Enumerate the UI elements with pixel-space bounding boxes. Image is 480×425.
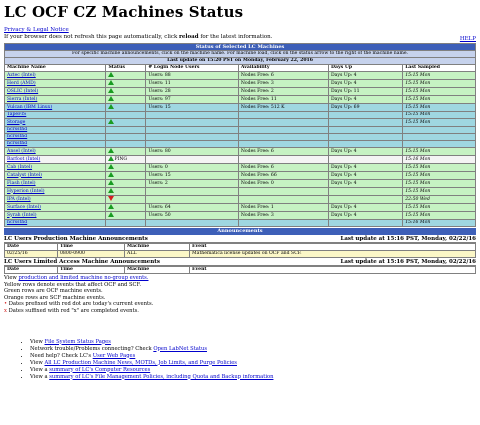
last-sampled-cell: 15:15 Mon (403, 104, 476, 112)
resource-link[interactable]: File System Status Pages (44, 338, 111, 345)
resource-link[interactable]: All LC Production Machine News, MOTDs, Job Limits, and Purge Policies (44, 359, 237, 366)
machine-name-link[interactable]: OSLIC (Intel) (7, 88, 39, 94)
resource-link-item: • Network trouble/Problems connecting? Check Open LabNet Status (30, 346, 477, 353)
last-sampled-cell (403, 141, 476, 148)
machine-name-link[interactable]: hcrssthd (7, 134, 28, 139)
availability-cell: Nodes Free: 512 K (238, 104, 328, 112)
login-users-cell: Users: 88 (146, 72, 239, 80)
resource-link-item: • View a summary of LC's Computer Resources (30, 367, 477, 374)
up-arrow-icon[interactable] (108, 188, 114, 193)
login-users-cell (146, 156, 239, 164)
resource-link[interactable]: User Web Pages (92, 352, 136, 359)
machine-row (5, 220, 476, 227)
machine-rows (5, 72, 476, 227)
availability-cell (238, 156, 328, 164)
days-up-cell: Days Up: 11 (329, 88, 403, 96)
up-arrow-icon[interactable] (108, 148, 114, 153)
availability-cell (238, 127, 328, 134)
last-sampled-cell: 15:15 Mon (403, 72, 476, 80)
last-sampled-cell (403, 134, 476, 141)
days-up-cell (329, 112, 403, 119)
up-arrow-icon[interactable] (108, 96, 114, 101)
login-users-cell (146, 127, 239, 134)
login-users-cell (146, 141, 239, 148)
red-x-icon: x (4, 307, 7, 314)
last-sampled-cell: 15:15 Mon (403, 212, 476, 220)
machine-row (5, 141, 476, 148)
machine-row (5, 134, 476, 141)
up-arrow-icon[interactable] (108, 72, 114, 77)
machine-row (5, 88, 476, 96)
limited-announcements-table (4, 266, 476, 274)
machine-row (5, 148, 476, 156)
column-header: Machine (125, 244, 190, 251)
days-up-cell: Days Up: 69 (329, 104, 403, 112)
machine-row (5, 196, 476, 204)
production-announcements-table (4, 243, 476, 258)
announcement-event: Mathematica license updates on OCF and SCF. (190, 251, 476, 258)
days-up-cell: Days Up: 4 (329, 180, 403, 188)
days-up-cell: Days Up: 4 (329, 96, 403, 104)
column-header: Date (5, 244, 58, 251)
last-sampled-cell: 15:16 Mon (403, 220, 476, 227)
days-up-cell: Days Up: 4 (329, 172, 403, 180)
availability-cell (238, 220, 328, 227)
column-header: Status (106, 65, 146, 72)
availability-cell: Nodes Free: 0 (238, 180, 328, 188)
availability-cell (238, 141, 328, 148)
refresh-note: If your browser does not refresh this page automatically, click reload for the latest information. (4, 34, 273, 40)
announcement-row (5, 251, 476, 258)
up-arrow-icon[interactable] (108, 164, 114, 169)
column-header: Machine (125, 267, 190, 274)
last-sampled-cell: 15:15 Mon (403, 96, 476, 104)
up-arrow-icon[interactable] (108, 88, 114, 93)
availability-cell (238, 119, 328, 127)
privacy-link[interactable]: Privacy & Legal Notice (4, 27, 69, 33)
machine-name-link[interactable]: Herd (AMD) (7, 80, 36, 86)
last-sampled-cell: 15:15 Mon (403, 188, 476, 196)
column-header: Machine Name (5, 65, 106, 72)
machine-row (5, 72, 476, 80)
days-up-cell: Days Up: 4 (329, 148, 403, 156)
status-section-header: Status of Selected LC Machines (5, 44, 476, 51)
last-sampled-cell: 15:16 Mon (403, 156, 476, 164)
up-arrow-icon[interactable] (108, 119, 114, 124)
machine-row (5, 127, 476, 134)
column-header: Date (5, 267, 58, 274)
resource-link[interactable]: summary of LC's File Management Policies, including Quota and Backup information (49, 373, 274, 380)
days-up-cell (329, 119, 403, 127)
up-arrow-icon[interactable] (108, 80, 114, 85)
availability-cell: Nodes Free: 6 (238, 72, 328, 80)
up-arrow-icon[interactable] (108, 204, 114, 209)
machine-name-link[interactable]: hcrssthd (7, 220, 28, 225)
login-users-cell (146, 220, 239, 227)
machine-name-link[interactable]: Aztec (Intel) (7, 72, 36, 78)
column-header: Event (190, 267, 476, 274)
machine-row (5, 180, 476, 188)
days-up-cell (329, 156, 403, 164)
machine-name-link[interactable]: Syrah (Intel) (7, 212, 37, 218)
last-sampled-cell (403, 127, 476, 134)
login-users-cell: Users: 2 (146, 180, 239, 188)
announcement-date: 02/25/16 (5, 251, 58, 258)
down-arrow-icon[interactable] (108, 196, 114, 201)
machine-name-link[interactable]: Flash (Intel) (7, 180, 36, 186)
machine-name-link[interactable]: Vulcan (IBM Linux) (7, 104, 53, 110)
limited-announcements-title: LC Users Limited Access Machine Announcements Last update at 15:16 PST, Monday, 02/22/16 (4, 259, 476, 265)
login-users-cell (146, 119, 239, 127)
machine-row (5, 212, 476, 220)
availability-cell: Nodes Free: 2 (238, 88, 328, 96)
last-sampled-cell: 15:15 Mon (403, 164, 476, 172)
column-header: Time (58, 244, 125, 251)
machine-name-link[interactable]: Ansel (Intel) (7, 148, 36, 154)
machine-name-link[interactable]: hcrssthd (7, 127, 28, 132)
machine-row (5, 204, 476, 212)
availability-cell: Nodes Free: 3 (238, 212, 328, 220)
availability-cell: Nodes Free: 6 (238, 164, 328, 172)
machine-row (5, 96, 476, 104)
availability-cell: Nodes Free: 11 (238, 96, 328, 104)
login-users-cell (146, 134, 239, 141)
machine-name-link[interactable]: Catalyst (Intel) (7, 172, 42, 178)
machine-name-link[interactable]: Surface (Intel) (7, 204, 41, 210)
announcement-time: 0800-0900 (58, 251, 125, 258)
up-arrow-icon[interactable] (108, 172, 114, 177)
machine-name-link[interactable]: IPA (Intel) (7, 196, 31, 202)
up-arrow-icon[interactable] (108, 180, 114, 185)
limited-column-headers (5, 267, 476, 274)
machine-row (5, 112, 476, 119)
login-users-cell: Users: 97 (146, 96, 239, 104)
availability-cell: Nodes Free: 6 (238, 148, 328, 156)
availability-cell (238, 134, 328, 141)
login-users-cell: Users: 80 (146, 148, 239, 156)
login-users-cell (146, 196, 239, 204)
up-arrow-icon[interactable] (108, 212, 114, 217)
machine-row (5, 164, 476, 172)
machine-name-link[interactable]: Sierra (Intel) (7, 96, 38, 102)
resource-link-item: • Need help? Check LC's User Web Pages (30, 353, 477, 360)
machine-row (5, 104, 476, 112)
column-header: Event (190, 244, 476, 251)
last-sampled-cell: 15:15 Mon (403, 204, 476, 212)
availability-cell (238, 112, 328, 119)
days-up-cell (329, 141, 403, 148)
resource-link-item: • View a summary of LC's File Management Policies, including Quota and Backup information (30, 374, 477, 381)
days-up-cell: Days Up: 4 (329, 72, 403, 80)
days-up-cell (329, 196, 403, 204)
last-sampled-cell: 22:50 Wed (403, 196, 476, 204)
last-sampled-cell: 15:15 Mon (403, 172, 476, 180)
column-header: Availability (238, 65, 328, 72)
days-up-cell: Days Up: 4 (329, 164, 403, 172)
machine-row (5, 80, 476, 88)
last-sampled-cell: 15:15 Mon (403, 112, 476, 119)
resource-link[interactable]: Open LabNet Status (153, 345, 207, 352)
machine-row (5, 172, 476, 180)
login-users-cell: Users: 15 (146, 104, 239, 112)
machine-name-link[interactable]: hcrssthd (7, 141, 28, 146)
days-up-cell: Days Up: 4 (329, 212, 403, 220)
announcements-header: Announcements (4, 228, 476, 235)
machine-status-table (4, 43, 476, 227)
machine-name-link[interactable]: Cab (Intel) (7, 164, 33, 170)
days-up-cell (329, 188, 403, 196)
last-sampled-cell: 15:15 Mon (403, 148, 476, 156)
column-header: Time (58, 267, 125, 274)
resource-links (18, 339, 477, 381)
days-up-cell: Days Up: 4 (329, 80, 403, 88)
help-link[interactable]: HELP (459, 36, 476, 42)
machine-row (5, 188, 476, 196)
resource-link-item: • View File System Status Pages (30, 339, 477, 346)
status-last-update: Last update on 15:20 PST on Monday, February 22, 2016 (5, 58, 476, 65)
login-users-cell: Users: 0 (146, 164, 239, 172)
production-column-headers (5, 244, 476, 251)
column-header: Last Sampled (403, 65, 476, 72)
machine-name-link[interactable]: Hyperion (Intel) (7, 188, 45, 194)
login-users-cell: Users: 50 (146, 212, 239, 220)
last-sampled-cell: 15:15 Mon (403, 80, 476, 88)
availability-cell (238, 188, 328, 196)
status-note: PING (114, 157, 128, 162)
announcement-machine: ALL (125, 251, 190, 258)
resource-link[interactable]: summary of LC's Computer Resources (49, 366, 151, 373)
machine-name-link[interactable]: TapeFIS (7, 112, 27, 117)
last-sampled-cell: 15:15 Mon (403, 180, 476, 188)
no-group-events-link[interactable]: production and limited machine no-group events. (18, 275, 149, 281)
availability-cell: Nodes Free: 1 (238, 204, 328, 212)
days-up-cell (329, 220, 403, 227)
availability-cell (238, 196, 328, 204)
last-sampled-cell: 15:15 Mon (403, 88, 476, 96)
availability-cell: Nodes Free: 3 (238, 80, 328, 88)
production-announcements-title: LC Users Production Machine Announcements Last update at 15:16 PST, Monday, 02/22/16 (4, 236, 476, 242)
legend-notes: View production and limited machine no-group events. Yellow rows denote events that affect OCF and SCF. Green rows are OCF machine events. Orange rows are SCF machine events. • Dates prefixed with red dot are today's current events. x Dates suffixed with red "x" are completed events. (4, 275, 154, 314)
login-users-cell: Users: 28 (146, 88, 239, 96)
machine-name-link[interactable]: Storage (7, 119, 26, 125)
red-dot-icon: • (4, 301, 8, 308)
up-arrow-icon[interactable] (108, 104, 114, 109)
page-title: LC OCF CZ Machines Status (4, 3, 244, 21)
days-up-cell (329, 134, 403, 141)
days-up-cell: Days Up: 4 (329, 204, 403, 212)
column-header: Days Up (329, 65, 403, 72)
machine-name-link[interactable]: Barfoot (Intel) (7, 156, 41, 162)
status-column-headers (5, 65, 476, 72)
login-users-cell: Users: 11 (146, 80, 239, 88)
resource-link-item: • View All LC Production Machine News, MOTDs, Job Limits, and Purge Policies (30, 360, 477, 367)
login-users-cell: Users: 64 (146, 204, 239, 212)
machine-row (5, 156, 476, 164)
status-instructions: For specific machine announcements, click on the machine name. For machine load, click on the status arrow to the right of the machine name. (5, 51, 476, 58)
login-users-cell (146, 112, 239, 119)
machine-row (5, 119, 476, 127)
availability-cell: Nodes Free: 66 (238, 172, 328, 180)
login-users-cell (146, 188, 239, 196)
column-header: # Login Node Users (146, 65, 239, 72)
last-sampled-cell: 15:15 Mon (403, 119, 476, 127)
days-up-cell (329, 127, 403, 134)
reload-word: reload (179, 34, 199, 40)
login-users-cell: Users: 15 (146, 172, 239, 180)
